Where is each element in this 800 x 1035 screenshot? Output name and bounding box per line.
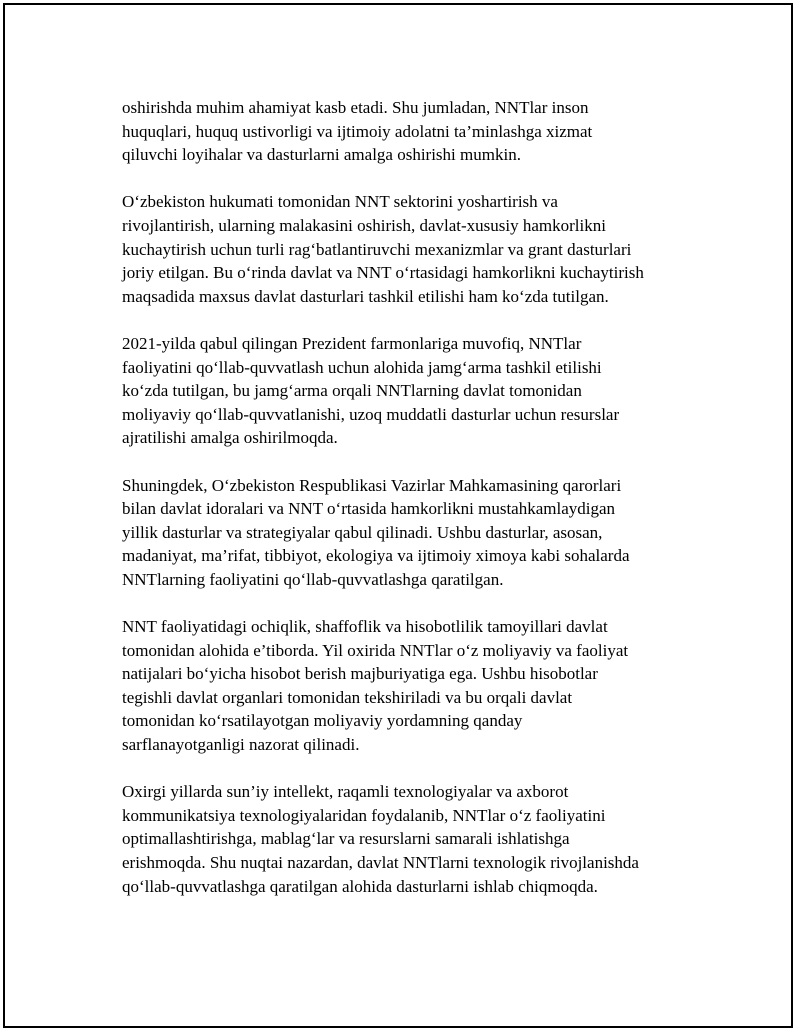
- text-line: huquqlari, huquq ustivorligi va ijtimoiy adolatni ta’minlashga xizmat: [122, 121, 593, 141]
- text-line: kommunikatsiya texnologiyalaridan foydalanib, NNTlar o‘z faoliyatini: [122, 805, 606, 825]
- text-line: NNT faoliyatidagi ochiqlik, shaffoflik va hisobotlilik tamoyillari davlat: [122, 617, 608, 637]
- text-line: tomonidan ko‘rsatilayotgan moliyaviy yordamning qanday: [122, 711, 523, 731]
- text-line: faoliyatini qo‘llab-quvvatlash uchun alohida jamg‘arma tashkil etilishi: [122, 357, 602, 377]
- text-line: oshirishda muhim ahamiyat kasb etadi. Shu jumladan, NNTlar inson: [122, 98, 589, 117]
- paragraph-4: [122, 474, 694, 592]
- text-line: maqsadida maxsus davlat dasturlari tashkil etilishi ham ko‘zda tutilgan.: [122, 286, 609, 306]
- text-line: moliyaviy qo‘llab-quvvatlanishi, uzoq muddatli dasturlar uchun resurslar: [122, 404, 620, 424]
- text-line: joriy etilgan. Bu o‘rinda davlat va NNT o‘rtasidagi hamkorlikni kuchaytirish: [122, 263, 644, 283]
- page-frame: [3, 3, 793, 1028]
- text-line: kuchaytirish uchun turli rag‘batlantiruvchi mexanizmlar va grant dasturlari: [122, 239, 632, 259]
- text-line: tomonidan alohida e’tiborda. Yil oxirida NNTlar o‘z moliyaviy va faoliyat: [122, 640, 629, 660]
- text-line: ajratilishi amalga oshirilmoqda.: [122, 428, 338, 448]
- text-line: madaniyat, ma’rifat, tibbiyot, ekologiya va ijtimoiy ximoya kabi sohalarda: [122, 546, 630, 566]
- text-line: bilan davlat idoralari va NNT o‘rtasida hamkorlikni mustahkamlaydigan: [122, 499, 616, 519]
- text-line: ko‘zda tutilgan, bu jamg‘arma orqali NNTlarning davlat tomonidan: [122, 381, 582, 401]
- document-body: [122, 96, 694, 922]
- paragraph-1: [122, 96, 694, 167]
- text-line: rivojlantirish, ularning malakasini oshirish, davlat-xususiy hamkorlikni: [122, 215, 606, 235]
- text-line: erishmoqda. Shu nuqtai nazardan, davlat NNTlarni texnologik rivojlanishda: [122, 853, 639, 872]
- text-line: sarflanayotganligi nazorat qilinadi.: [122, 735, 360, 755]
- text-line: qiluvchi loyihalar va dasturlarni amalga oshirishi mumkin.: [122, 145, 521, 165]
- text-line: O‘zbekiston hukumati tomonidan NNT sektorini yoshartirish va: [122, 192, 558, 212]
- text-line: yillik dasturlar va strategiyalar qabul qilinadi. Ushbu dasturlar, asosan,: [122, 522, 603, 542]
- paragraph-6: [122, 780, 694, 898]
- text-line: optimallashtirishga, mablag‘lar va resurslarni samarali ishlatishga: [122, 829, 570, 849]
- text-line: NNTlarning faoliyatini qo‘llab-quvvatlashga qaratilgan.: [122, 569, 504, 589]
- text-line: tegishli davlat organlari tomonidan tekshiriladi va bu orqali davlat: [122, 687, 573, 707]
- text-line: qo‘llab-quvvatlashga qaratilgan alohida dasturlarni ishlab chiqmoqda.: [122, 876, 598, 896]
- text-line: Oxirgi yillarda sun’iy intellekt, raqamli texnologiyalar va axborot: [122, 782, 569, 802]
- paragraph-5: [122, 615, 694, 757]
- paragraph-3: [122, 332, 694, 450]
- text-line: natijalari bo‘yicha hisobot berish majburiyatiga ega. Ushbu hisobotlar: [122, 664, 598, 684]
- paragraph-2: [122, 190, 694, 308]
- text-line: 2021-yilda qabul qilingan Prezident farmonlariga muvofiq, NNTlar: [122, 333, 582, 353]
- text-line: Shuningdek, O‘zbekiston Respublikasi Vazirlar Mahkamasining qarorlari: [122, 475, 622, 495]
